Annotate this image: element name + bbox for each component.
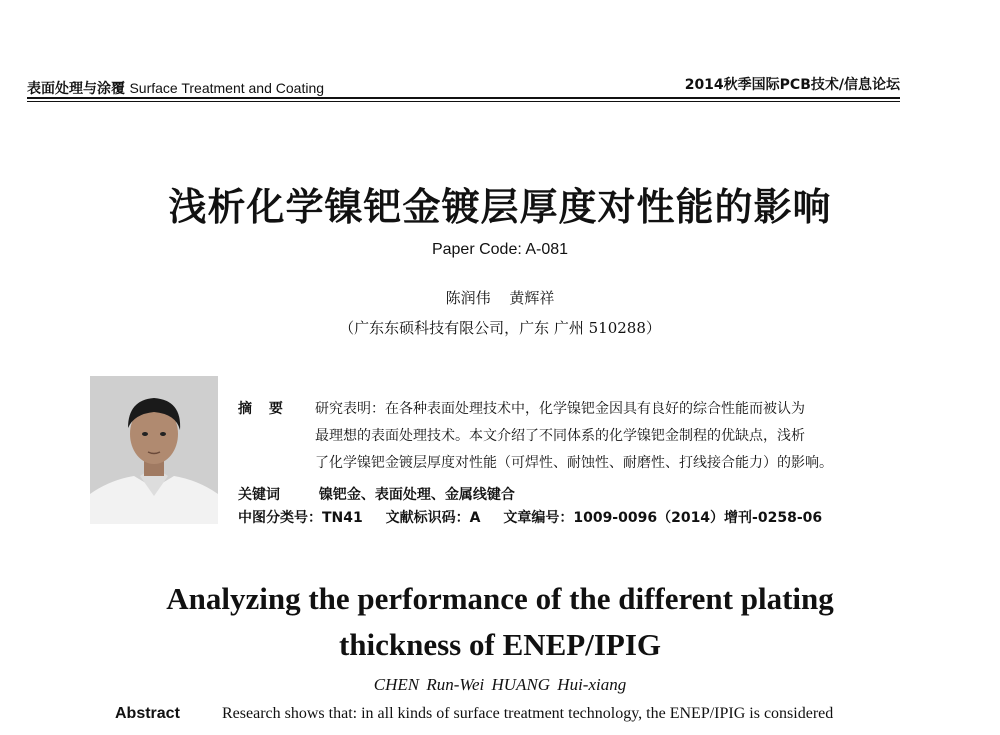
abstract-en-text: Research shows that: in all kinds of surface treatment technology, the ENEP/IPIG is considered (222, 705, 834, 722)
abstract-zh-line: 研究表明：在各种表面处理技术中，化学镍钯金因具有良好的综合性能而被认为 (315, 401, 805, 417)
authors-zh: 陈润伟 黄辉祥 (445, 289, 555, 307)
section-label-zh: 表面处理与涂覆 (27, 81, 125, 97)
author-photo-image (90, 376, 218, 524)
keywords-row (238, 484, 515, 504)
abstract-en (115, 703, 915, 723)
abstract-en-label: Abstract (115, 705, 180, 722)
section-label-en: Surface Treatment and Coating (129, 80, 325, 96)
classification-row (238, 507, 840, 527)
affiliation-zh: （广东东硕科技有限公司，广东 广州 510288） (339, 319, 661, 337)
clc-number: 中图分类号：TN41 (238, 510, 363, 526)
abstract-zh-line: 最理想的表面处理技术。本文介绍了不同体系的化学镍钯金制程的优缺点，浅析 (315, 428, 805, 444)
paper-title-en: Analyzing the performance of the different plating thickness of ENEP/IPIG (166, 581, 834, 662)
author-photo (90, 376, 218, 524)
running-header (27, 72, 900, 98)
section-label (27, 78, 324, 98)
authors-en: CHEN Run-Wei HUANG Hui-xiang (373, 675, 627, 694)
paper-code: Paper Code: A-081 (431, 241, 569, 258)
abstract-zh-label: 摘 要 (238, 401, 289, 417)
keywords-value: 镍钯金、表面处理、金属线键合 (318, 487, 515, 503)
header-rule-thick (27, 97, 900, 99)
abstract-zh-body (315, 398, 905, 479)
abstract-zh-line: 了化学镍钯金镀层厚度对性能（可焊性、耐蚀性、耐磨性、打线接合能力）的影响。 (315, 455, 833, 471)
paper-title-zh: 浅析化学镍钯金镀层厚度对性能的影响 (168, 185, 832, 229)
document-code: 文献标识码：A (385, 510, 481, 526)
forum-label: 2014秋季国际PCB技术/信息论坛 (684, 77, 900, 93)
header-rule-thin (27, 101, 900, 102)
article-number: 文章编号：1009-0096（2014）增刊-0258-06 (503, 510, 823, 526)
keywords-label: 关键词 (238, 487, 280, 503)
